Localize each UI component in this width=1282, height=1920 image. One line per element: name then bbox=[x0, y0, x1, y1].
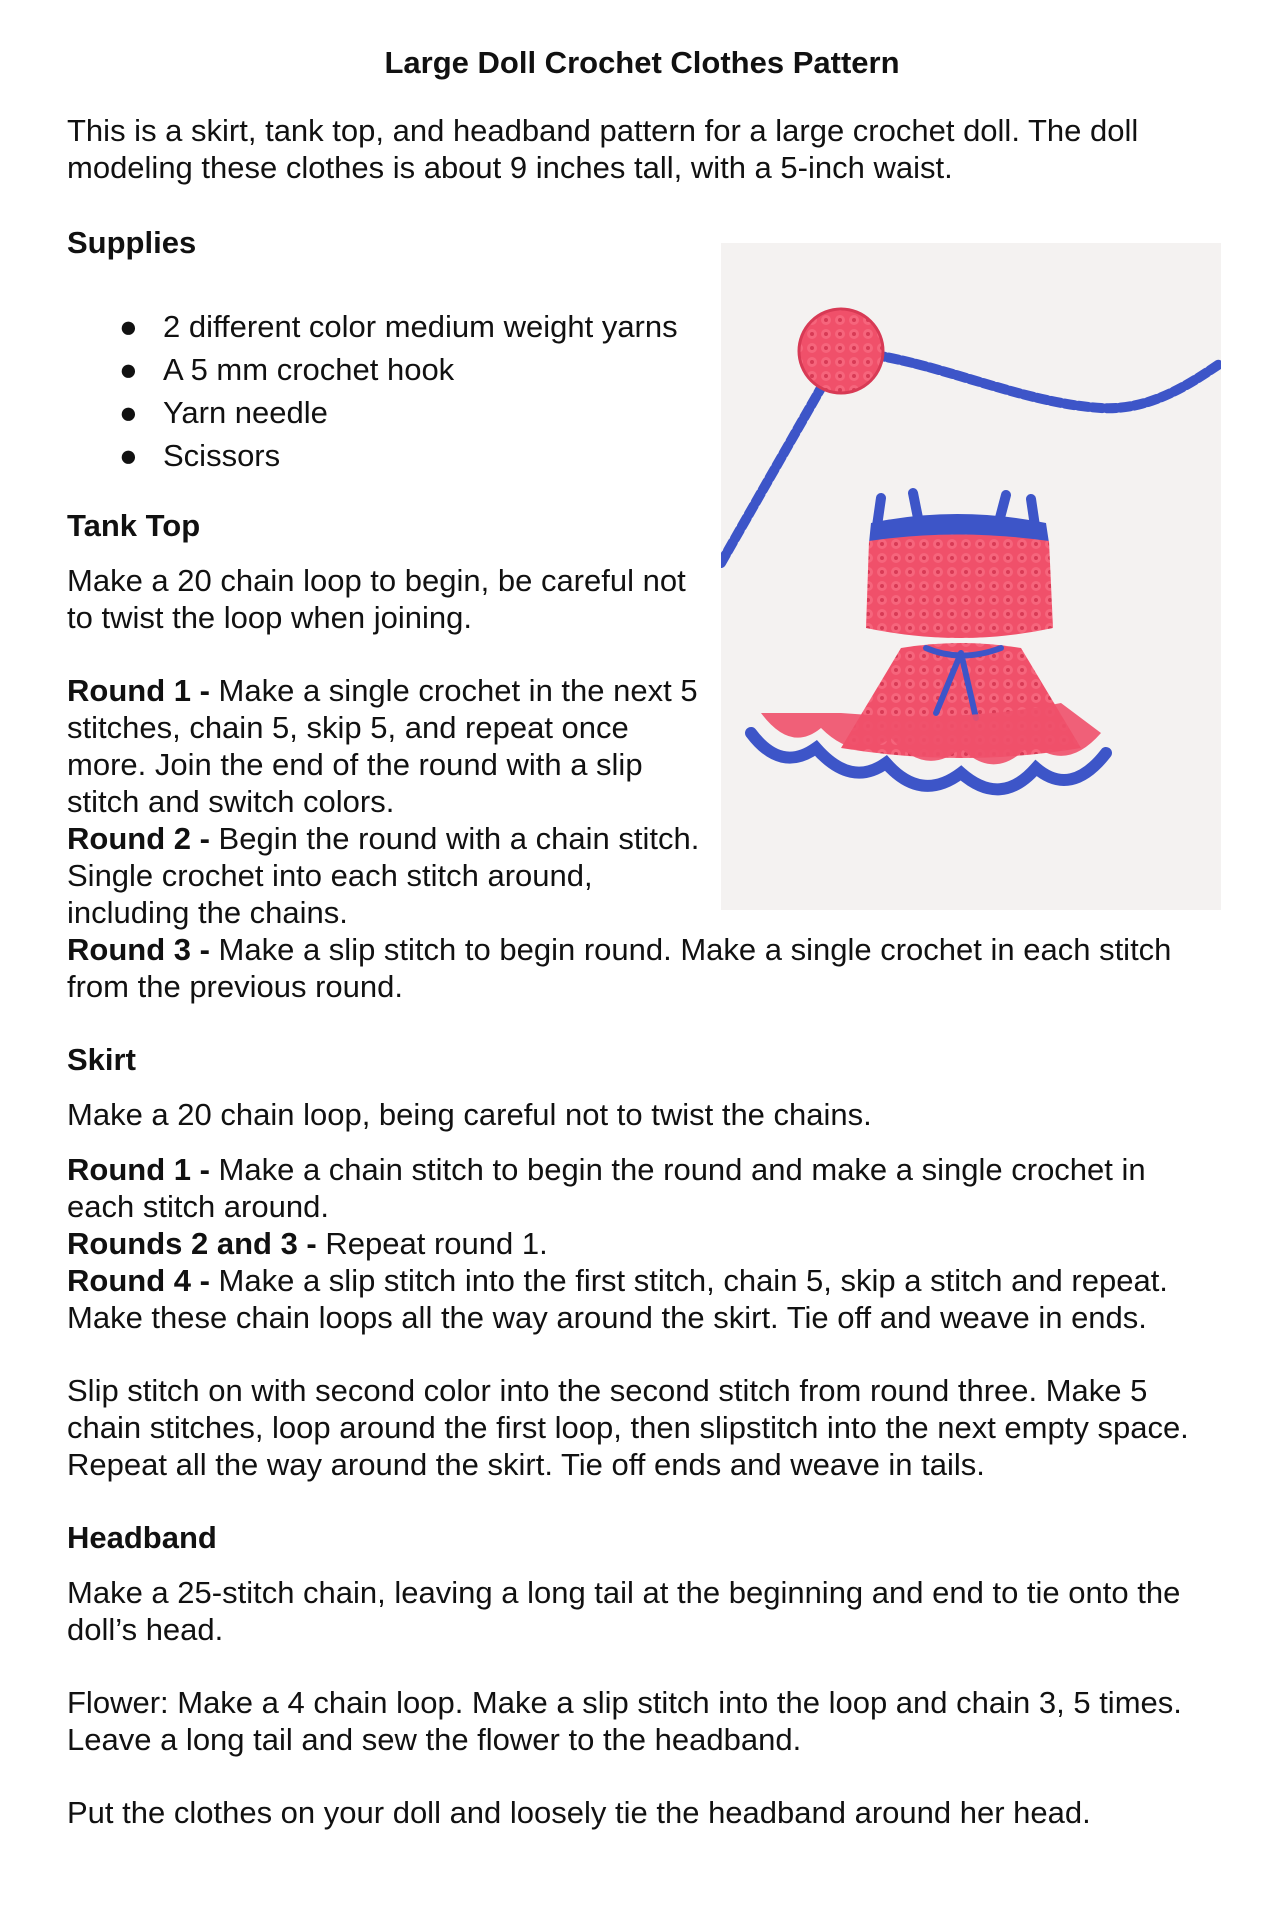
list-item: ● A 5 mm crochet hook bbox=[67, 348, 1217, 391]
doll-clothes-photo bbox=[721, 243, 1221, 910]
bullet-icon: ● bbox=[119, 309, 138, 344]
list-item: ● Yarn needle bbox=[67, 391, 1217, 434]
tank-top-intro: Make a 20 chain loop to begin, be careful not to twist the loop when joining. bbox=[67, 563, 686, 635]
crochet-clothes-illustration bbox=[721, 243, 1221, 910]
skirt-intro: Make a 20 chain loop, being careful not to twist the chains. bbox=[67, 1097, 872, 1132]
tank-top-round-3: Round 3 - Make a slip stitch to begin round. Make a single crochet in each stitch from the previous round. bbox=[67, 932, 1172, 1004]
headband-heading: Headband bbox=[67, 1520, 217, 1555]
tank-top-heading: Tank Top bbox=[67, 508, 201, 543]
skirt-outro: Slip stitch on with second color into the second stitch from round three. Make 5 chain stitches, loop around the first loop, then slipstitch into the next empty space. Repeat all the way around the skirt. Tie off ends and weave in tails. bbox=[67, 1373, 1189, 1482]
bullet-icon: ● bbox=[119, 352, 138, 387]
intro-paragraph: This is a skirt, tank top, and headband pattern for a large crochet doll. The doll modeling these clothes is about 9 inches tall, with a 5-inch waist. bbox=[67, 113, 1139, 185]
list-item: ● Scissors bbox=[67, 434, 1217, 477]
closing-text: Put the clothes on your doll and loosely tie the headband around her head. bbox=[67, 1795, 1091, 1830]
page-title: Large Doll Crochet Clothes Pattern bbox=[384, 45, 900, 80]
tank-top-body bbox=[866, 535, 1053, 639]
supplies-heading: Supplies bbox=[67, 225, 197, 260]
tank-top-round-2: Round 2 - Begin the round with a chain stitch. Single crochet into each stitch around, including the chains. bbox=[67, 821, 700, 930]
tank-top-round-1: Round 1 - Make a single crochet in the next 5 stitches, chain 5, skip 5, and repeat once more. Join the end of the round with a slip stitch and switch colors. bbox=[67, 673, 698, 819]
bullet-icon: ● bbox=[119, 395, 138, 430]
list-item: ● 2 different color medium weight yarns bbox=[67, 305, 1217, 348]
skirt-rounds-2-3: Rounds 2 and 3 - Repeat round 1. bbox=[67, 1226, 548, 1261]
headband-text: Make a 25-stitch chain, leaving a long tail at the beginning and end to tie onto the doll’s head. bbox=[67, 1575, 1181, 1647]
bullet-icon: ● bbox=[119, 438, 138, 473]
skirt-round-1: Round 1 - Make a chain stitch to begin the round and make a single crochet in each stitch around. bbox=[67, 1152, 1146, 1224]
skirt-heading: Skirt bbox=[67, 1042, 136, 1077]
skirt-round-4: Round 4 - Make a slip stitch into the first stitch, chain 5, skip a stitch and repeat. Make these chain loops all the way around the skirt. Tie off and weave in ends. bbox=[67, 1263, 1168, 1335]
flower-instructions: Flower: Make a 4 chain loop. Make a slip stitch into the loop and chain 3, 5 times. Leave a long tail and sew the flower to the headband. bbox=[67, 1685, 1182, 1757]
